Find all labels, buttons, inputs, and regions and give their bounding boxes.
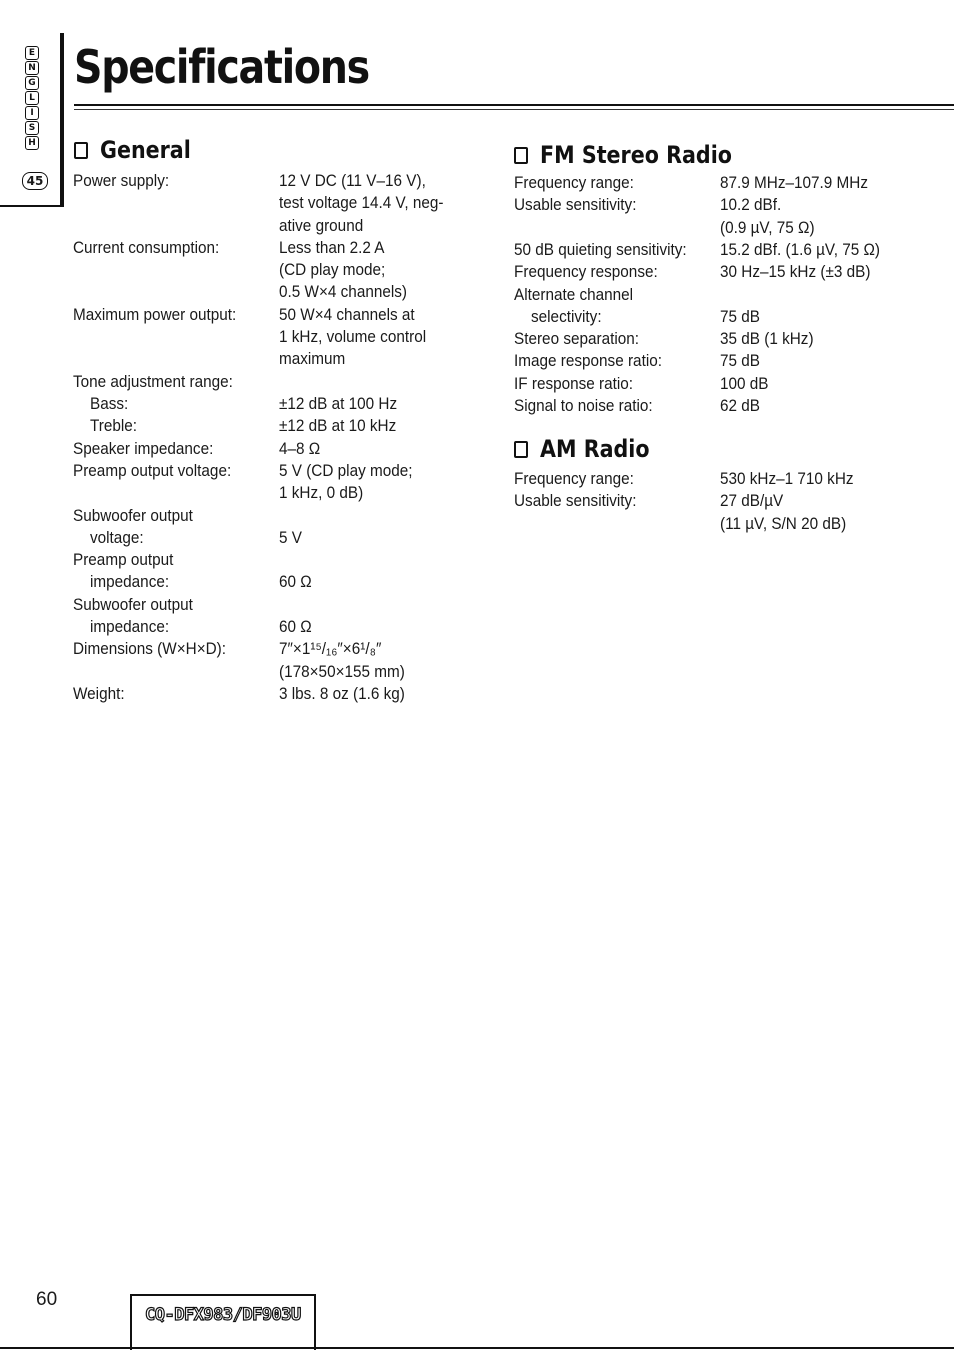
section-page-badge: 45 [22,172,48,190]
spec-value: 7″×1¹⁵/₁₆″×6¹/₈″ [279,639,382,659]
page-number: 60 [36,1289,58,1310]
spec-label: Speaker impedance: [73,438,214,458]
spec-label: Maximum power output: [73,304,237,324]
language-letter: L [25,91,39,105]
spec-value: (11 µV, S/N 20 dB) [720,513,847,533]
spec-label: Preamp output [73,550,174,570]
spec-value: ±12 dB at 100 Hz [279,394,398,413]
spec-label: Bass: [90,394,129,413]
language-letter: G [25,76,39,90]
spec-value: 27 dB/µV [720,491,784,511]
language-letter: S [25,121,39,135]
spec-value: 75 dB [720,306,760,326]
spec-label: Current consumption: [73,237,220,257]
spec-label: Power supply: [73,171,170,190]
spec-label: Usable sensitivity: [514,491,637,511]
spec-label: Frequency range: [514,469,634,488]
model-number: CQ-DFX983/DF903U [145,1305,301,1325]
spec-label: Frequency response: [514,262,658,282]
checkbox-square-icon [514,441,528,458]
spec-value: (CD play mode; [279,260,386,280]
checkbox-square-icon [514,147,528,164]
spec-label: Preamp output voltage: [73,460,232,480]
spec-value: 100 dB [720,373,769,393]
spec-label: voltage: [90,527,144,547]
spec-value: 5 V [279,527,302,547]
spec-label: Subwoofer output [73,594,193,614]
spec-value: 1 kHz, volume control [279,327,427,347]
spec-label: Signal to noise ratio: [514,396,653,415]
spec-value: 60 Ω [279,572,312,592]
spec-label: selectivity: [531,306,602,326]
language-letter: I [25,106,39,120]
language-letters [25,46,39,151]
spec-label: Frequency range: [514,173,634,192]
spec-label: 50 dB quieting sensitivity: [514,239,687,259]
spec-value: 30 Hz–15 kHz (±3 dB) [720,262,871,282]
spec-value: 10.2 dBf. [720,195,782,215]
spec-value: 60 Ω [279,616,312,636]
spec-value: Less than 2.2 A [279,237,385,257]
spec-label: impedance: [90,572,170,592]
spec-value: 3 lbs. 8 oz (1.6 kg) [279,683,405,703]
spec-value: 530 kHz–1 710 kHz [720,469,854,488]
language-letter: N [25,61,39,75]
spec-value: ±12 dB at 10 kHz [279,416,397,436]
spec-label: Usable sensitivity: [514,195,637,215]
spec-label: IF response ratio: [514,373,634,393]
spec-value: 5 V (CD play mode; [279,460,413,480]
spec-value: (178×50×155 mm) [279,661,405,681]
spec-value: 4–8 Ω [279,438,321,458]
spec-value: 15.2 dBf. (1.6 µV, 75 Ω) [720,239,881,259]
spec-value: ative ground [279,215,364,235]
spec-label: Tone adjustment range: [73,371,233,391]
page-title: Specifications [74,40,369,94]
spec-label: Weight: [73,683,125,703]
fm-heading: FM Stereo Radio [514,141,763,169]
spec-value: 87.9 MHz–107.9 MHz [720,173,868,192]
spec-value: (0.9 µV, 75 Ω) [720,217,815,237]
spec-label: Subwoofer output [73,505,193,525]
spec-value: 35 dB (1 kHz) [720,329,814,349]
general-heading: General [74,136,206,164]
title-rule [74,104,954,106]
title-rule-thin [74,109,954,110]
spec-value: 50 W×4 channels at [279,304,415,324]
spec-label: Treble: [90,416,138,436]
spec-label: Stereo separation: [514,329,640,349]
spec-value: 62 dB [720,396,760,415]
spec-value: test voltage 14.4 V, neg- [279,193,444,213]
spec-value: 1 kHz, 0 dB) [279,483,364,503]
spec-value: 75 dB [720,351,760,371]
spec-label: Dimensions (W×H×D): [73,639,227,659]
spec-value: maximum [279,349,346,369]
language-letter: E [25,46,39,60]
spec-value: 0.5 W×4 channels) [279,282,407,302]
spec-label: Alternate channel [514,284,634,304]
language-letter: H [25,136,39,150]
spec-label: Image response ratio: [514,351,662,371]
am-heading: AM Radio [514,435,667,463]
checkbox-square-icon [74,142,88,159]
spec-value: 12 V DC (11 V–16 V), [279,171,426,190]
spec-label: impedance: [90,616,170,636]
